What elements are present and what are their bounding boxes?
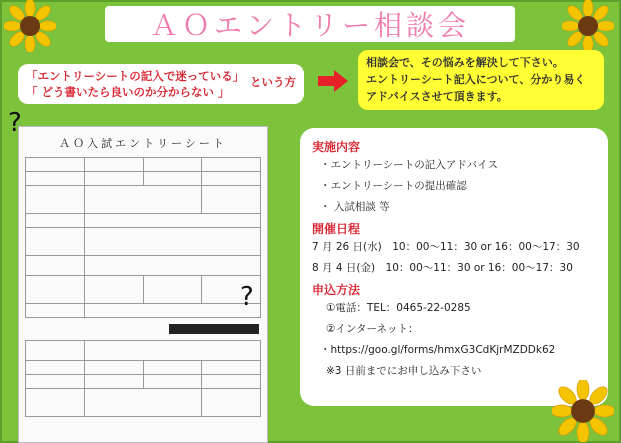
schedule-heading: 開催日程	[312, 222, 361, 236]
sunflower-icon	[562, 0, 614, 52]
question-mark-icon: ?	[240, 282, 254, 312]
content-item: ・エントリーシートの記入アドバイス	[320, 159, 498, 171]
problem-line-2: 「 どう書いたら良いのか分からない 」	[26, 85, 230, 99]
page-title: ＡＯエントリー相談会	[105, 6, 515, 42]
entry-sheet-table	[25, 157, 261, 318]
info-panel	[300, 128, 608, 406]
schedule-item: 7 月 26 日(水) 10：00～11：30 or 16：00～17：30	[312, 241, 580, 253]
solution-line-2: エントリーシート記入について、分かり易く	[366, 73, 586, 86]
sunflower-icon	[4, 0, 56, 52]
problem-line-1: 「エントリーシートの記入で迷っている」	[26, 69, 245, 83]
schedule-item: 8 月 4 日(金) 10：00～11：30 or 16：00～17：30	[312, 262, 573, 274]
problem-tail: という方	[250, 75, 296, 89]
entry-sheet-sample	[18, 126, 268, 443]
entry-sheet-table-lower	[25, 340, 261, 417]
apply-phone: ①電話：TEL：0465-22-0285	[326, 302, 471, 314]
apply-url-link[interactable]: ・https://goo.gl/forms/hmxG3CdKjrMZDDk62	[320, 344, 556, 356]
entry-sheet-title: ＡＯ入試エントリーシート	[59, 137, 227, 150]
apply-internet: ②インターネット：	[326, 323, 419, 335]
content-item: ・エントリーシートの提出確認	[320, 180, 467, 192]
solution-line-3: アドバイスさせて頂きます。	[366, 90, 508, 103]
sunflower-icon	[552, 380, 614, 442]
content-heading: 実施内容	[312, 140, 361, 154]
entry-sheet-bar	[169, 324, 259, 334]
solution-line-1: 相談会で、その悩みを解決して下さい。	[366, 56, 564, 69]
apply-note: ※3 日前までにお申し込み下さい	[326, 365, 482, 377]
right-arrow-icon	[318, 70, 348, 92]
content-item: ・ 入試相談 等	[320, 201, 390, 213]
solution-callout	[358, 50, 604, 110]
question-mark-icon: ?	[8, 108, 22, 138]
apply-heading: 申込方法	[312, 283, 361, 297]
